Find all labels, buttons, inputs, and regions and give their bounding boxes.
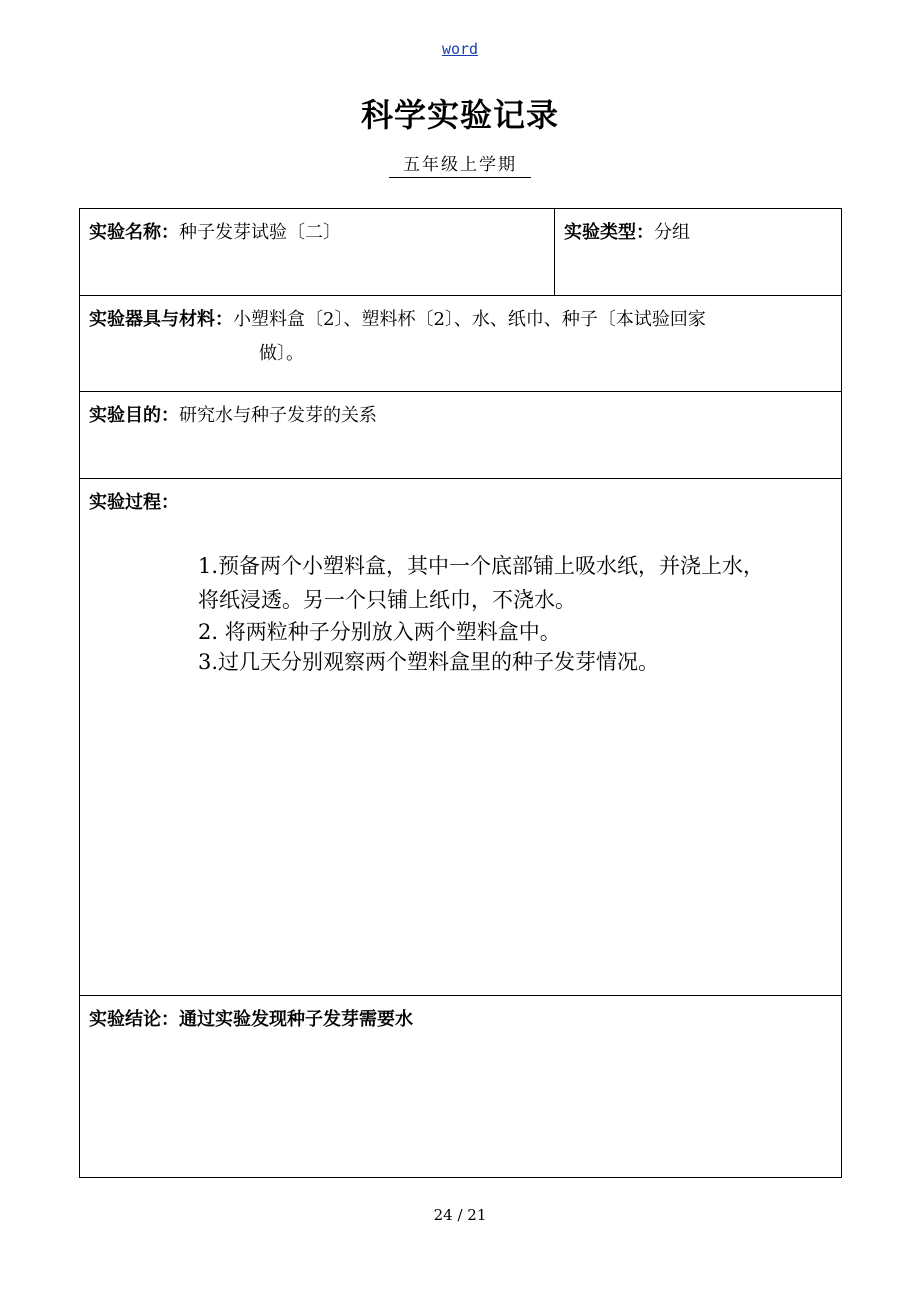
document-title: 科学实验记录 — [360, 96, 559, 134]
process-label: 实验过程： — [89, 492, 179, 513]
cell-materials — [80, 296, 842, 392]
materials-line-1 — [89, 308, 833, 332]
experiment-name-value: 种子发芽试验〔二〕 — [179, 222, 341, 243]
page-number: 24 / 21 — [433, 1206, 487, 1224]
process-step-1-line-1: 1.预备两个小塑料盒，其中一个底部铺上吸水纸，并浇上水， — [198, 554, 765, 578]
experiment-record-table — [79, 208, 842, 1178]
cell-experiment-type — [555, 209, 842, 296]
experiment-type-label: 实验类型： — [564, 222, 654, 243]
materials-line-2: 做〕。 — [259, 343, 304, 364]
process-step-3: 3.过几天分别观察两个塑料盒里的种子发芽情况。 — [198, 650, 660, 674]
row-conclusion — [80, 996, 842, 1178]
row-materials — [80, 296, 842, 392]
document-subtitle: 五年级上学期 — [389, 150, 531, 178]
experiment-type-value: 分组 — [654, 222, 690, 243]
experiment-name-label: 实验名称： — [89, 222, 179, 243]
cell-process — [80, 479, 842, 996]
row-name-type — [80, 209, 842, 296]
cell-conclusion — [80, 996, 842, 1178]
process-step-2: 2. 将两粒种子分别放入两个塑料盒中。 — [198, 620, 561, 644]
row-purpose — [80, 392, 842, 479]
cell-purpose — [80, 392, 842, 479]
materials-label: 实验器具与材料： — [89, 309, 233, 330]
purpose-value: 研究水与种子发芽的关系 — [179, 405, 377, 426]
process-step-1-line-2: 将纸浸透。另一个只铺上纸巾，不浇水。 — [198, 588, 576, 612]
conclusion-label: 实验结论： — [89, 1009, 179, 1030]
process-steps — [80, 515, 841, 677]
subtitle-container — [0, 150, 920, 178]
header-word-link[interactable]: word — [441, 40, 479, 58]
conclusion-value: 通过实验发现种子发芽需要水 — [179, 1009, 413, 1030]
materials-value: 小塑料盒〔2〕、塑料杯〔2〕、水、纸巾、种子〔本试验回家 — [233, 309, 706, 330]
purpose-label: 实验目的： — [89, 405, 179, 426]
row-process — [80, 479, 842, 996]
cell-experiment-name — [80, 209, 555, 296]
process-step-1 — [198, 549, 833, 617]
